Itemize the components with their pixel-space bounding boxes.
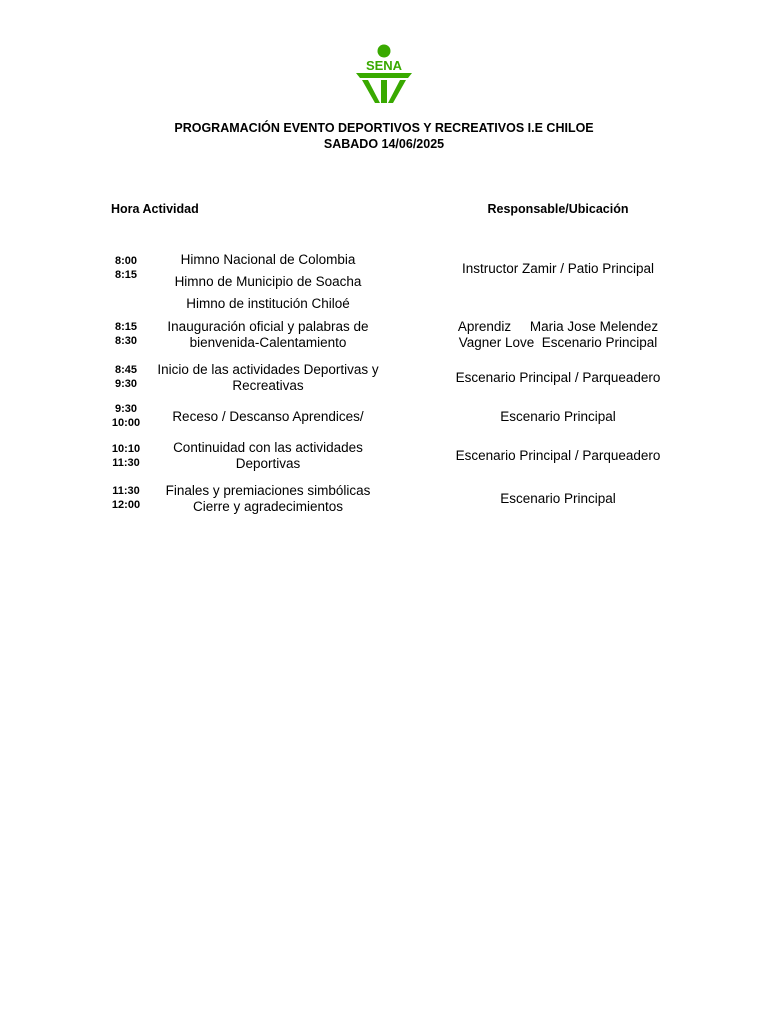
time-range: [100, 320, 152, 348]
activity-line: Continuidad con las actividades: [173, 440, 363, 455]
activity-line: Cierre y agradecimientos: [192, 499, 344, 514]
activity-line: Himno Nacional de Colombia: [180, 252, 356, 267]
header-responsable-ubicacion: Responsable/Ubicación: [487, 202, 629, 216]
header-hora-actividad: Hora Actividad: [111, 202, 199, 216]
end-time: 9:30: [114, 378, 138, 390]
time-range: [100, 402, 152, 430]
activity-line: Inauguración oficial y palabras de: [167, 319, 369, 334]
start-time: 10:10: [111, 443, 141, 455]
activity-line: Deportivas: [235, 456, 301, 471]
time-range: [100, 442, 152, 470]
activity-line: Receso / Descanso Aprendices/: [172, 409, 364, 424]
responsible: [445, 370, 671, 386]
document-title: PROGRAMACIÓN EVENTO DEPORTIVOS Y RECREATIVOS I.E CHILOE: [174, 121, 594, 135]
responsible: [445, 448, 671, 464]
end-time: 12:00: [111, 499, 141, 511]
end-time: 8:30: [114, 335, 138, 347]
activity: [150, 440, 386, 472]
responsible: [445, 491, 671, 507]
responsible-line: Escenario Principal / Parqueadero: [455, 370, 661, 385]
time-range: [100, 363, 152, 391]
activity: [150, 249, 386, 315]
start-time: 8:00: [114, 255, 138, 267]
end-time: 10:00: [111, 417, 141, 429]
sena-logo: [352, 43, 416, 105]
responsible-line: Aprendiz Maria Jose Melendez: [457, 319, 659, 334]
responsible: [445, 409, 671, 425]
activity-line: Finales y premiaciones simbólicas: [165, 483, 371, 498]
activity-line: Himno de institución Chiloé: [186, 296, 350, 311]
responsible: [445, 319, 671, 351]
responsible-line: Escenario Principal: [500, 409, 616, 424]
time-range: [100, 484, 152, 512]
time-range: [100, 254, 152, 282]
end-time: 8:15: [114, 269, 138, 281]
activity-line: Inicio de las actividades Deportivas y: [157, 362, 379, 377]
activity: [150, 483, 386, 515]
responsible-line: Instructor Zamir / Patio Principal: [461, 261, 655, 276]
activity-line: bienvenida-Calentamiento: [189, 335, 347, 350]
start-time: 9:30: [114, 403, 138, 415]
responsible-line: Escenario Principal: [500, 491, 616, 506]
responsible-line: Vagner Love Escenario Principal: [458, 335, 658, 350]
sena-logo-icon: [352, 43, 416, 105]
activity: [150, 362, 386, 394]
activity-line: Recreativas: [232, 378, 304, 393]
start-time: 11:30: [112, 485, 140, 497]
start-time: 8:45: [114, 364, 138, 376]
document-date: SABADO 14/06/2025: [323, 137, 445, 151]
responsible-line: Escenario Principal / Parqueadero: [455, 448, 661, 463]
activity: [150, 409, 386, 425]
responsible: [445, 261, 671, 277]
end-time: 11:30: [112, 457, 140, 469]
start-time: 8:15: [114, 321, 138, 333]
svg-text:SENA: SENA: [365, 58, 403, 73]
activity: [150, 319, 386, 351]
activity-line: Himno de Municipio de Soacha: [174, 274, 362, 289]
